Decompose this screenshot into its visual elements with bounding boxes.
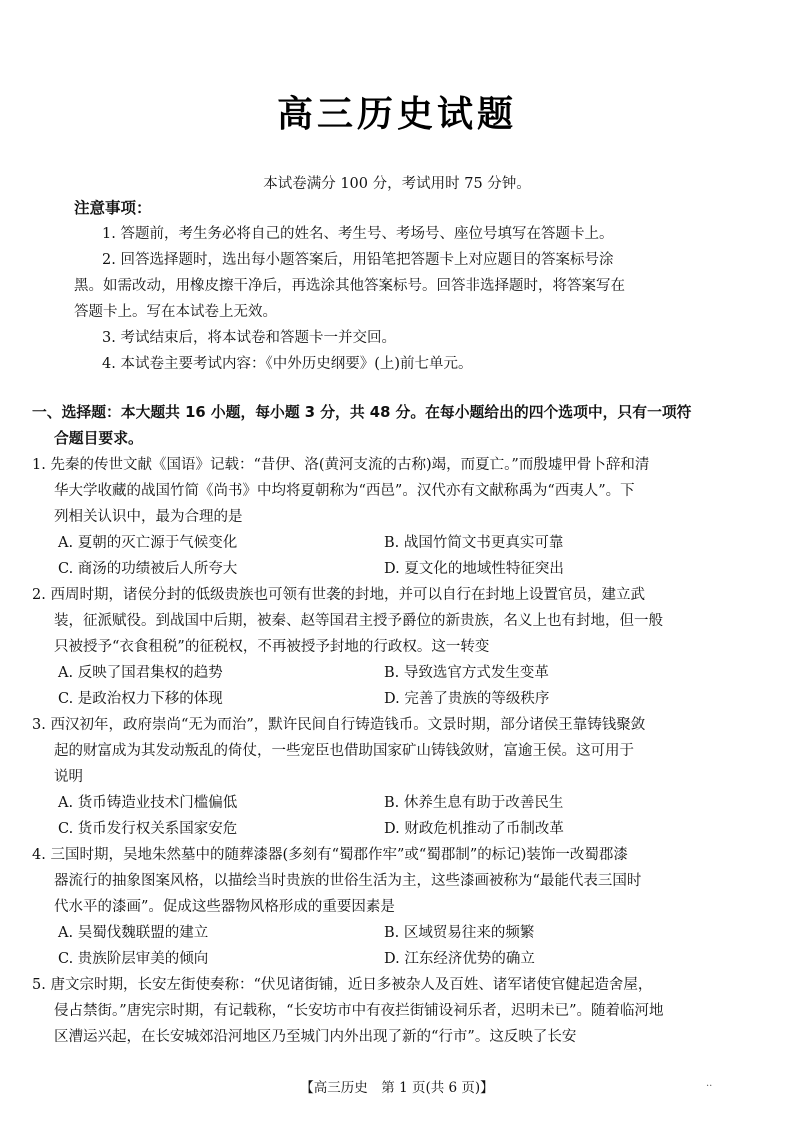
scan-mark: .. xyxy=(706,1078,713,1089)
stem-line: 4. 三国时期，吴地朱然墓中的随葬漆器(多刻有“蜀郡作牢”或“蜀郡制”的标记)装饰一改蜀郡漆 xyxy=(32,847,628,863)
option-a[interactable]: A. 夏朝的灭亡源于气候变化 xyxy=(58,535,238,551)
option-b[interactable]: B. 战国竹简文书更真实可靠 xyxy=(384,535,564,551)
stem-line: 只被授予“衣食租税”的征税权，不再被授予封地的行政权。这一转变 xyxy=(54,639,490,655)
section-instructions: 一、选择题：本大题共 16 小题，每小题 3 分，共 48 分。在每小题给出的四个选项中，只有一项符 xyxy=(32,404,692,421)
page-title: 高三历史试题 xyxy=(276,94,517,135)
option-d[interactable]: D. 完善了贵族的等级秩序 xyxy=(384,691,550,707)
option-b[interactable]: B. 导致选官方式发生变革 xyxy=(384,665,549,681)
notice-item: 4. 本试卷主要考试内容：《中外历史纲要》(上)前七单元。 xyxy=(102,356,473,372)
option-a[interactable]: A. 反映了国君集权的趋势 xyxy=(58,665,223,681)
section-heading xyxy=(32,400,752,452)
question-stem xyxy=(32,582,762,660)
question-stem xyxy=(32,972,762,1050)
options xyxy=(32,660,762,712)
exam-info: 本试卷满分 100 分，考试用时 75 分钟。 xyxy=(263,176,531,192)
stem-line: 说明 xyxy=(54,769,83,785)
option-d[interactable]: D. 财政危机推动了币制改革 xyxy=(384,821,564,837)
notice-item-cont: 黑。如需改动，用橡皮擦干净后，再选涂其他答案标号。回答非选择题时，将答案写在 xyxy=(74,278,625,294)
option-d[interactable]: D. 夏文化的地域性特征突出 xyxy=(384,561,564,577)
stem-line: 1. 先秦的传世文献《国语》记载：“昔伊、洛(黄河支流的古称)竭，而夏亡。”而殷墟甲骨卜辞和清 xyxy=(32,457,650,473)
option-a[interactable]: A. 吴蜀伐魏联盟的建立 xyxy=(58,925,209,941)
option-c[interactable]: C. 是政治权力下移的体现 xyxy=(58,691,223,707)
options xyxy=(32,530,762,582)
question-stem xyxy=(32,452,762,530)
page-footer: 【高三历史 第 1 页(共 6 页)】 xyxy=(300,1080,494,1096)
section-instructions-cont: 合题目要求。 xyxy=(54,430,143,447)
notice-item-cont: 答题卡上。写在本试卷上无效。 xyxy=(74,304,277,320)
stem-line: 华大学收藏的战国竹简《尚书》中均将夏朝称为“西邑”。汉代亦有文献称禹为“西夷人”。下 xyxy=(54,483,635,499)
stem-line: 3. 西汉初年，政府崇尚“无为而治”，默许民间自行铸造钱币。文景时期，部分诸侯王靠铸钱聚敛 xyxy=(32,717,646,733)
option-c[interactable]: C. 贵族阶层审美的倾向 xyxy=(58,951,209,967)
stem-line: 侵占禁街。”唐宪宗时期，有记载称，“长安坊市中有夜拦街铺设祠乐者，迟明未已”。随着临河地 xyxy=(54,1003,664,1019)
options xyxy=(32,920,762,972)
notice-item: 1. 答题前，考生务必将自己的姓名、考生号、考场号、座位号填写在答题卡上。 xyxy=(102,226,614,242)
notice-heading: 注意事项： xyxy=(74,199,152,217)
stem-line: 代水平的漆画”。促成这些器物风格形成的重要因素是 xyxy=(54,899,395,915)
question-5 xyxy=(32,972,762,1050)
notice-item: 3. 考试结束后，将本试卷和答题卡一并交回。 xyxy=(102,330,396,346)
question-3 xyxy=(32,712,762,842)
question-4 xyxy=(32,842,762,972)
option-b[interactable]: B. 休养生息有助于改善民生 xyxy=(384,795,564,811)
stem-line: 器流行的抽象图案风格，以描绘当时贵族的世俗生活为主，这些漆画被称为“最能代表三国时 xyxy=(54,873,642,889)
question-2 xyxy=(32,582,762,712)
option-d[interactable]: D. 江东经济优势的确立 xyxy=(384,951,535,967)
option-a[interactable]: A. 货币铸造业技术门槛偏低 xyxy=(58,795,238,811)
stem-line: 装，征派赋役。到战国中后期，被秦、赵等国君主授予爵位的新贵族，名义上也有封地，但一般 xyxy=(54,613,663,629)
question-stem xyxy=(32,712,762,790)
stem-line: 区漕运兴起，在长安城郊沿河地区乃至城门内外出现了新的“行市”。这反映了长安 xyxy=(54,1029,577,1045)
question-stem xyxy=(32,842,762,920)
options xyxy=(32,790,762,842)
stem-line: 起的财富成为其发动叛乱的倚仗，一些宠臣也借助国家矿山铸钱敛财，富逾王侯。这可用于 xyxy=(54,743,634,759)
stem-line: 2. 西周时期，诸侯分封的低级贵族也可领有世袭的封地，并可以自行在封地上设置官员，建立武 xyxy=(32,587,645,603)
option-c[interactable]: C. 商汤的功绩被后人所夸大 xyxy=(58,561,238,577)
option-c[interactable]: C. 货币发行权关系国家安危 xyxy=(58,821,238,837)
stem-line: 5. 唐文宗时期，长安左街使奏称：“伏见诸街铺，近日多被杂人及百姓、诸军诸使官健起造舍屋， xyxy=(32,977,653,993)
notice-item: 2. 回答选择题时，选出每小题答案后，用铅笔把答题卡上对应题目的答案标号涂 xyxy=(102,252,614,268)
option-b[interactable]: B. 区域贸易往来的频繁 xyxy=(384,925,535,941)
question-1 xyxy=(32,452,762,582)
stem-line: 列相关认识中，最为合理的是 xyxy=(54,509,243,525)
